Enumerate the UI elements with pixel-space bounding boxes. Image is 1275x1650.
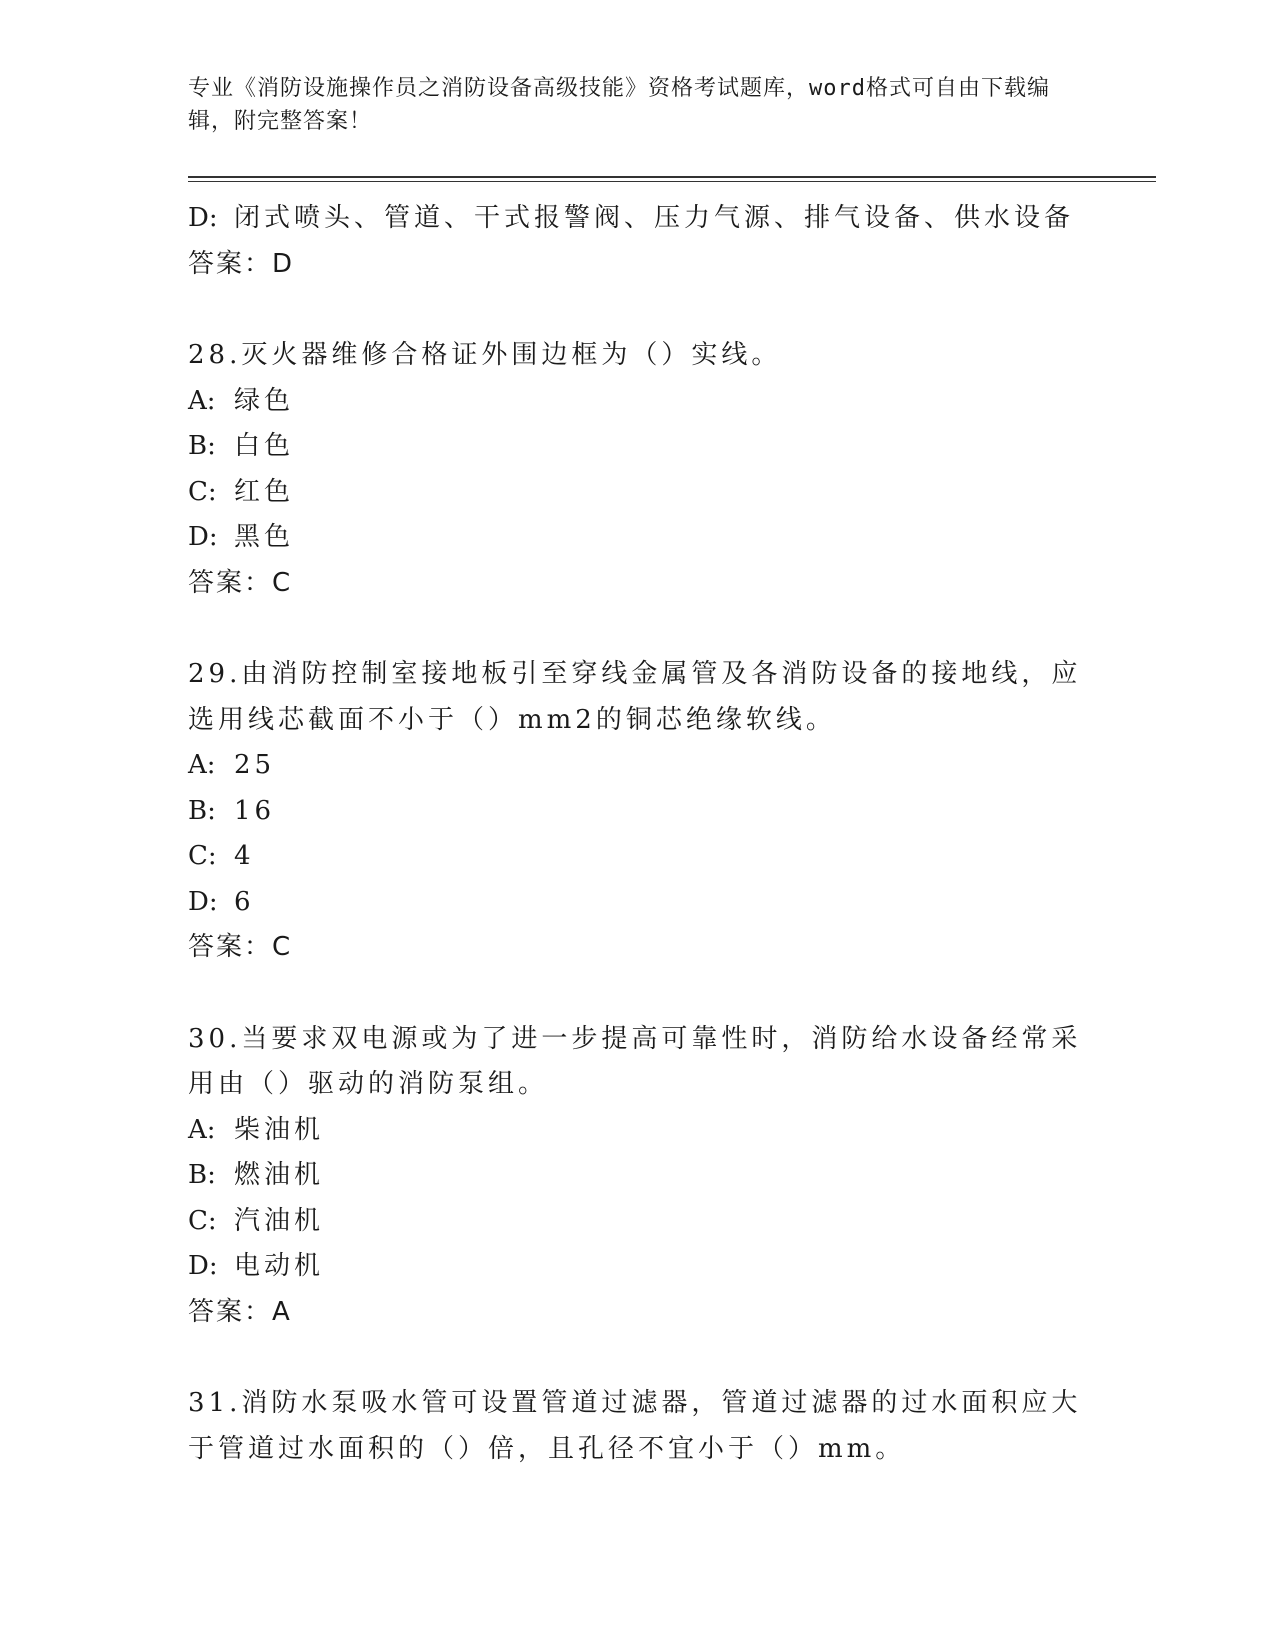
question-text: 29.由消防控制室接地板引至穿线金属管及各消防设备的接地线，应选用线芯截面不小于（）mm2的铜芯绝缘软线。 bbox=[188, 659, 1082, 735]
option-key: D: bbox=[188, 1251, 218, 1281]
option-line bbox=[188, 1108, 1148, 1154]
answer-line: 答案：C bbox=[188, 567, 293, 598]
option-text: 16 bbox=[234, 795, 276, 826]
option-text: 4 bbox=[234, 841, 255, 871]
option-key: A: bbox=[188, 750, 216, 780]
option-text: 6 bbox=[234, 886, 255, 917]
option-text: 黑色 bbox=[234, 522, 295, 552]
option-text: 柴油机 bbox=[234, 1114, 325, 1145]
question-block bbox=[188, 1017, 1148, 1336]
answer-line: 答案：C bbox=[188, 932, 293, 962]
question-text: 28.灭火器维修合格证外围边框为（）实线。 bbox=[188, 340, 782, 370]
option-text: 白色 bbox=[234, 431, 295, 461]
option-key: C: bbox=[188, 1205, 217, 1236]
option-text: 闭式喷头、管道、干式报警阀、压力气源、排气设备、供水设备 bbox=[234, 203, 1075, 233]
option-key: C: bbox=[188, 476, 217, 507]
header-divider bbox=[188, 176, 1156, 182]
option-line bbox=[188, 1244, 1148, 1290]
option-text: 25 bbox=[234, 750, 276, 780]
option-line bbox=[188, 424, 1148, 470]
question-block bbox=[188, 652, 1148, 971]
option-line bbox=[188, 743, 1148, 789]
option-key: C: bbox=[188, 841, 217, 871]
option-line bbox=[188, 1153, 1148, 1199]
option-key: D: bbox=[188, 203, 218, 233]
option-line bbox=[188, 470, 1148, 516]
option-line bbox=[188, 834, 1148, 880]
document-page bbox=[188, 72, 1148, 1472]
option-key: D: bbox=[188, 886, 218, 917]
option-key: A: bbox=[188, 385, 216, 416]
question-block bbox=[188, 333, 1148, 606]
option-text: 汽油机 bbox=[234, 1205, 325, 1236]
carryover-block bbox=[188, 196, 1148, 287]
document-header: 专业《消防设施操作员之消防设备高级技能》资格考试题库，word格式可自由下载编辑，附完整答案！ bbox=[188, 76, 1050, 134]
option-key: B: bbox=[188, 431, 216, 461]
question-text: 31.消防水泵吸水管可设置管道过滤器，管道过滤器的过水面积应大于管道过水面积的（）倍，且孔径不宜小于（）mm。 bbox=[188, 1388, 1082, 1464]
option-text: 红色 bbox=[234, 476, 295, 507]
question-block bbox=[188, 1381, 1148, 1472]
option-line bbox=[188, 880, 1148, 926]
option-line bbox=[188, 196, 1148, 242]
option-key: A: bbox=[188, 1114, 216, 1145]
question-text: 30.当要求双电源或为了进一步提高可靠性时，消防给水设备经常采用由（）驱动的消防泵组。 bbox=[188, 1023, 1082, 1099]
answer-line: 答案：A bbox=[188, 1296, 292, 1327]
option-key: B: bbox=[188, 1160, 216, 1190]
option-key: B: bbox=[188, 795, 216, 826]
option-key: D: bbox=[188, 522, 218, 552]
option-text: 电动机 bbox=[234, 1251, 325, 1281]
answer-line: 答案：D bbox=[188, 248, 295, 279]
option-text: 燃油机 bbox=[234, 1160, 325, 1190]
option-line bbox=[188, 789, 1148, 835]
option-line bbox=[188, 1199, 1148, 1245]
option-line bbox=[188, 515, 1148, 561]
option-line bbox=[188, 379, 1148, 425]
option-text: 绿色 bbox=[234, 385, 295, 416]
